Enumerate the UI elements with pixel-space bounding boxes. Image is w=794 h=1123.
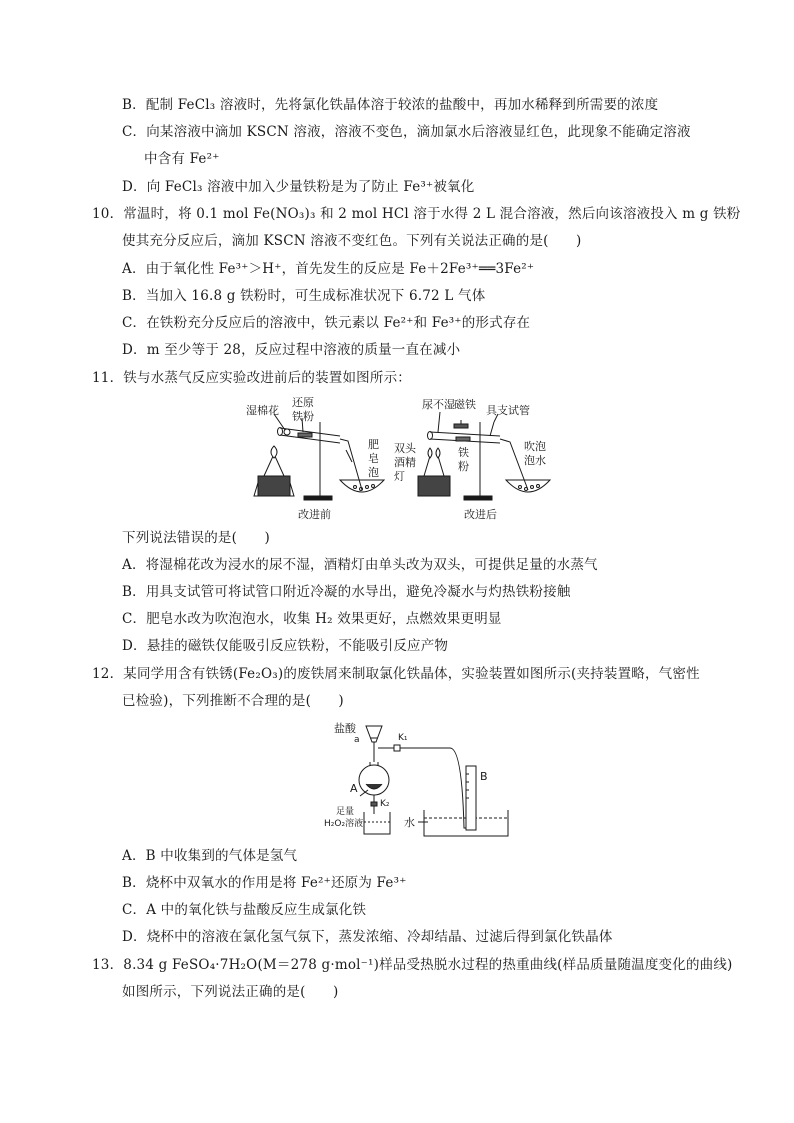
q9-option-c-cont: 中含有 Fe²⁺ xyxy=(144,151,220,167)
q11-option-a: A．将湿棉花改为浸水的尿不湿，酒精灯由单头改为双头，可提供足量的水蒸气 xyxy=(122,557,598,573)
q12-option-b: B．烧杯中双氧水的作用是将 Fe²⁺还原为 Fe³⁺ xyxy=(122,875,407,891)
label-iron-powder: 铁粉 xyxy=(292,410,314,423)
q11-apparatus-figure xyxy=(240,392,570,524)
label-iron-2: 粉 xyxy=(458,460,469,473)
label-reduced: 还原 xyxy=(292,396,314,409)
label-h2o2: H₂O₂溶液 xyxy=(324,819,364,829)
label-double-1: 双头 xyxy=(394,442,416,455)
q9-option-c: C．向某溶液中滴加 KSCN 溶液，溶液不变色，滴加氯水后溶液显红色，此现象不能确定溶液 xyxy=(122,124,691,140)
label-bubble-2: 泡水 xyxy=(524,454,546,467)
label-excess: 足量 xyxy=(336,807,355,817)
q10-option-b: B．当加入 16.8 g 铁粉时，可生成标准状况下 6.72 L 气体 xyxy=(122,288,486,304)
q10-stem-cont: 使其充分反应后，滴加 KSCN 溶液不变红色。下列有关说法正确的是( ) xyxy=(122,233,582,249)
label-double-2: 酒精 xyxy=(394,456,416,469)
q10-option-a: A．由于氧化性 Fe³⁺＞H⁺，首先发生的反应是 Fe＋2Fe³⁺══3Fe²⁺ xyxy=(122,261,535,277)
q12-option-a: A．B 中收集到的气体是氢气 xyxy=(122,848,298,864)
label-wet-cotton: 湿棉花 xyxy=(246,404,279,417)
label-double-3: 灯 xyxy=(394,470,405,483)
q13-stem-cont: 如图所示，下列说法正确的是( ) xyxy=(122,984,339,1000)
label-cylinder-b: B xyxy=(480,770,488,783)
q10-option-c: C．在铁粉充分反应后的溶液中，铁元素以 Fe²⁺和 Fe³⁺的形式存在 xyxy=(122,315,531,331)
label-k2: K₂ xyxy=(380,799,390,809)
q11-stem: 11．铁与水蒸气反应实验改进前后的装置如图所示： xyxy=(92,370,411,386)
label-k1: K₁ xyxy=(398,733,408,743)
q12-apparatus-figure xyxy=(324,718,512,838)
q9-option-d: D．向 FeCl₃ 溶液中加入少量铁粉是为了防止 Fe³⁺被氧化 xyxy=(122,179,475,195)
label-soap-2: 皂 xyxy=(368,452,379,465)
q12-option-c: C．A 中的氧化铁与盐酸反应生成氯化铁 xyxy=(122,902,367,918)
before-apparatus xyxy=(254,414,384,500)
label-water: 水 xyxy=(404,816,415,829)
q12-stem: 12．某同学用含有铁锈(Fe₂O₃)的废铁屑来制取氯化铁晶体，实验装置如图所示(夹持装置略，气密性 xyxy=(92,666,700,682)
caption-before: 改进前 xyxy=(298,508,331,521)
q13-stem: 13．8.34 g FeSO₄·7H₂O(M＝278 g·mol⁻¹)样品受热脱水过程的热重曲线(样品质量随温度变化的曲线) xyxy=(92,957,733,973)
q11-option-d: D．悬挂的磁铁仅能吸引反应铁粉，不能吸引反应产物 xyxy=(122,638,449,654)
q12-option-d: D．烧杯中的溶液在氯化氢气氛下，蒸发浓缩、冷却结晶、过滤后得到氯化铁晶体 xyxy=(122,929,613,945)
label-bubble-1: 吹泡 xyxy=(524,440,546,453)
label-magnet: 磁铁 xyxy=(454,398,476,411)
label-flask-a: A xyxy=(350,782,358,795)
caption-after: 改进后 xyxy=(464,508,497,521)
q11-option-b: B．用具支试管可将试管口附近冷凝的水导出，避免冷凝水与灼热铁粉接触 xyxy=(122,584,571,600)
q10-stem: 10．常温时，将 0.1 mol Fe(NO₃)₃ 和 2 mol HCl 溶于水得 2 L 混合溶液，然后向该溶液投入 m g 铁粉 xyxy=(92,206,741,222)
q10-option-d: D．m 至少等于 28，反应过程中溶液的质量一直在减小 xyxy=(122,342,461,358)
label-soap-3: 泡 xyxy=(368,466,379,479)
label-hcl: 盐酸 xyxy=(334,722,356,735)
label-soap-1: 肥 xyxy=(368,438,379,451)
q12-stem-cont: 已检验)，下列推断不合理的是( ) xyxy=(122,693,344,709)
label-diaper: 尿不湿 xyxy=(422,398,455,411)
q11-ask: 下列说法错误的是( ) xyxy=(122,530,270,546)
label-side-arm-tube: 具支试管 xyxy=(486,404,530,417)
q9-option-b: B．配制 FeCl₃ 溶液时，先将氯化铁晶体溶于较浓的盐酸中，再加水稀释到所需要的浓度 xyxy=(122,97,659,113)
label-iron-1: 铁 xyxy=(458,446,469,459)
label-a: a xyxy=(354,735,360,745)
q11-option-c: C．肥皂水改为吹泡泡水，收集 H₂ 效果更好，点燃效果更明显 xyxy=(122,611,502,627)
